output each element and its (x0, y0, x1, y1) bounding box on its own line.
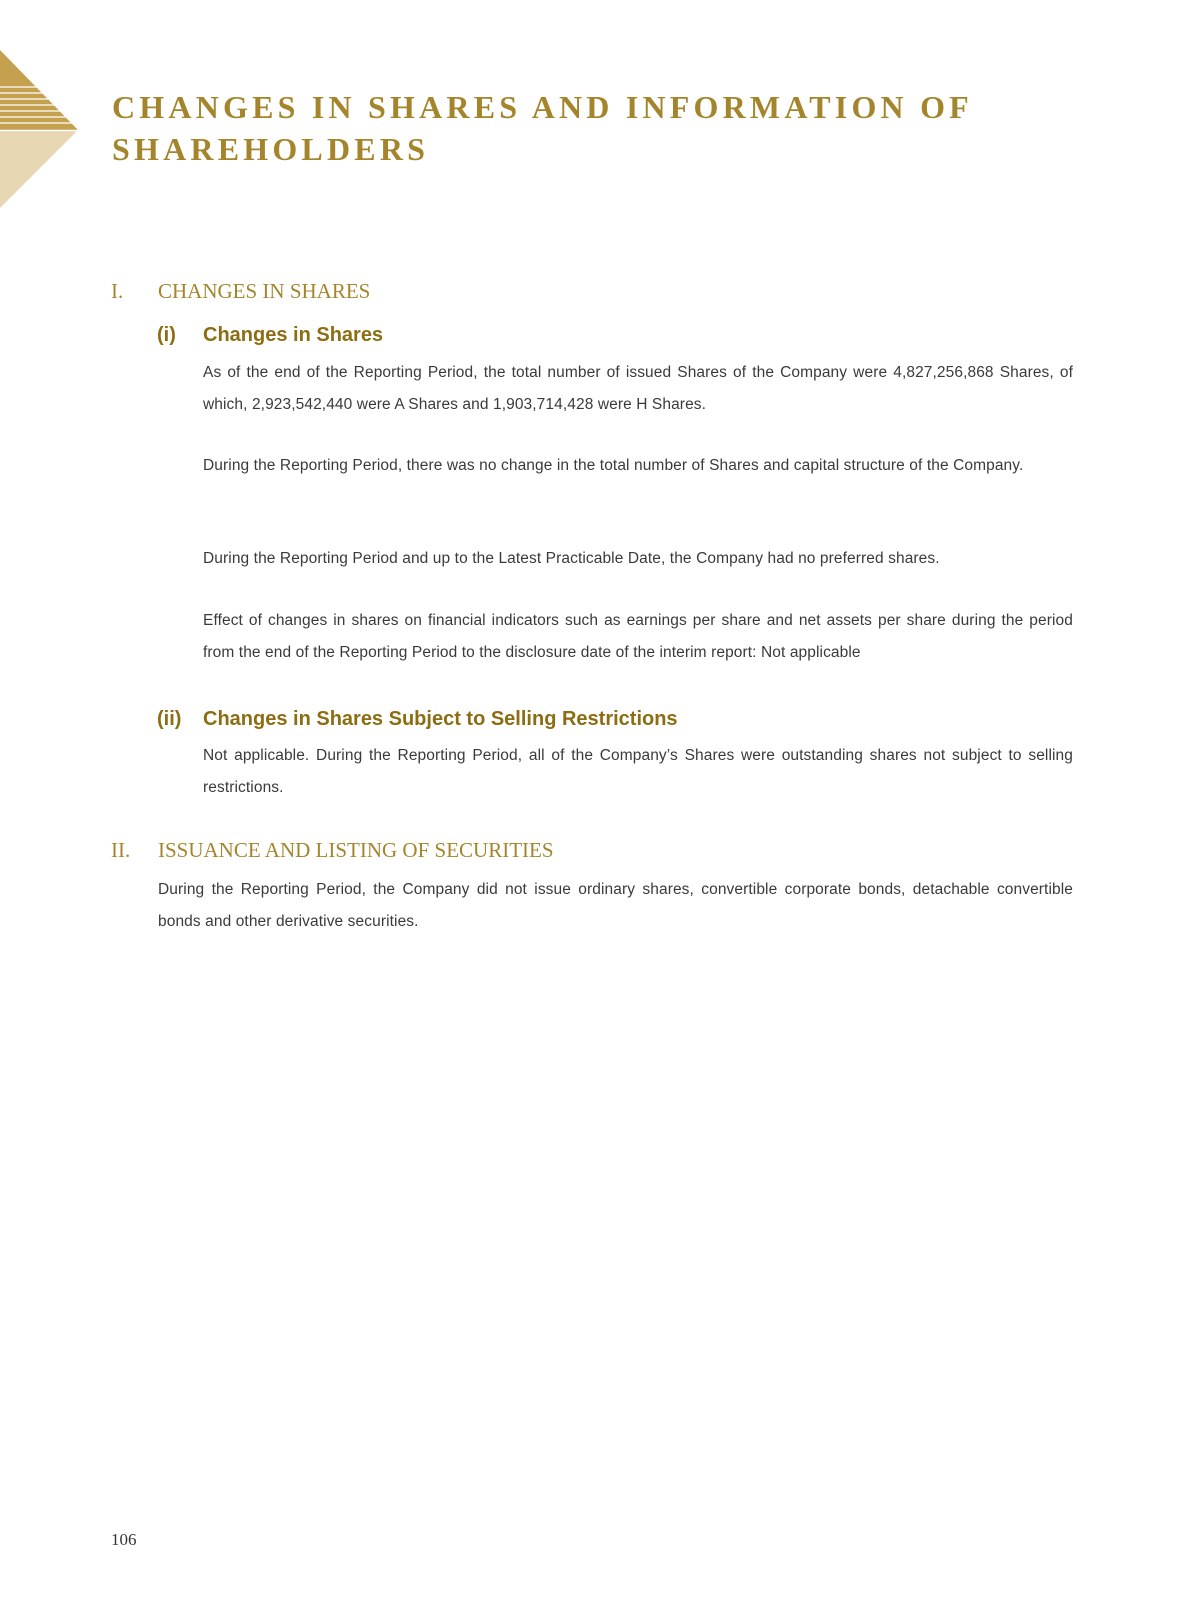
paragraph: Effect of changes in shares on financial indicators such as earnings per share and net assets per share during the period from the end of the Reporting Period to the disclosure date of the interim report: Not applicable (203, 612, 1073, 661)
paragraph: During the Reporting Period, there was no change in the total number of Shares and capital structure of the Company. (203, 457, 1024, 474)
section-number: II. (111, 838, 131, 862)
subsection-heading-2 (157, 708, 678, 731)
paragraph: Not applicable. During the Reporting Period, all of the Company’s Shares were outstanding shares not subject to selling restrictions. (203, 747, 1073, 796)
subsection-number: (i) (157, 324, 176, 346)
section-title: CHANGES IN SHARES (158, 279, 371, 303)
page-title: CHANGES IN SHARES AND INFORMATION OF SHAREHOLDERS (112, 89, 972, 167)
paragraph: During the Reporting Period, the Company did not issue ordinary shares, convertible corporate bonds, detachable convertible bonds and other derivative securities. (158, 881, 1073, 930)
decorative-corner-triangle (0, 50, 80, 210)
paragraph: As of the end of the Reporting Period, the total number of issued Shares of the Company were 4,827,256,868 Shares, of which, 2,923,542,440 were A Shares and 1,903,714,428 were H Shares. (203, 364, 1073, 413)
section-heading-2 (111, 838, 554, 863)
section-title: ISSUANCE AND LISTING OF SECURITIES (158, 838, 554, 862)
subsection-heading-1 (157, 324, 383, 347)
subsection-number: (ii) (157, 708, 182, 730)
subsection-title: Changes in Shares Subject to Selling Restrictions (203, 708, 678, 730)
section-heading-1 (111, 279, 370, 304)
section-number: I. (111, 279, 124, 303)
page-number: 106 (111, 1530, 137, 1549)
subsection-title: Changes in Shares (203, 324, 384, 346)
paragraph: During the Reporting Period and up to the Latest Practicable Date, the Company had no preferred shares. (203, 550, 940, 567)
